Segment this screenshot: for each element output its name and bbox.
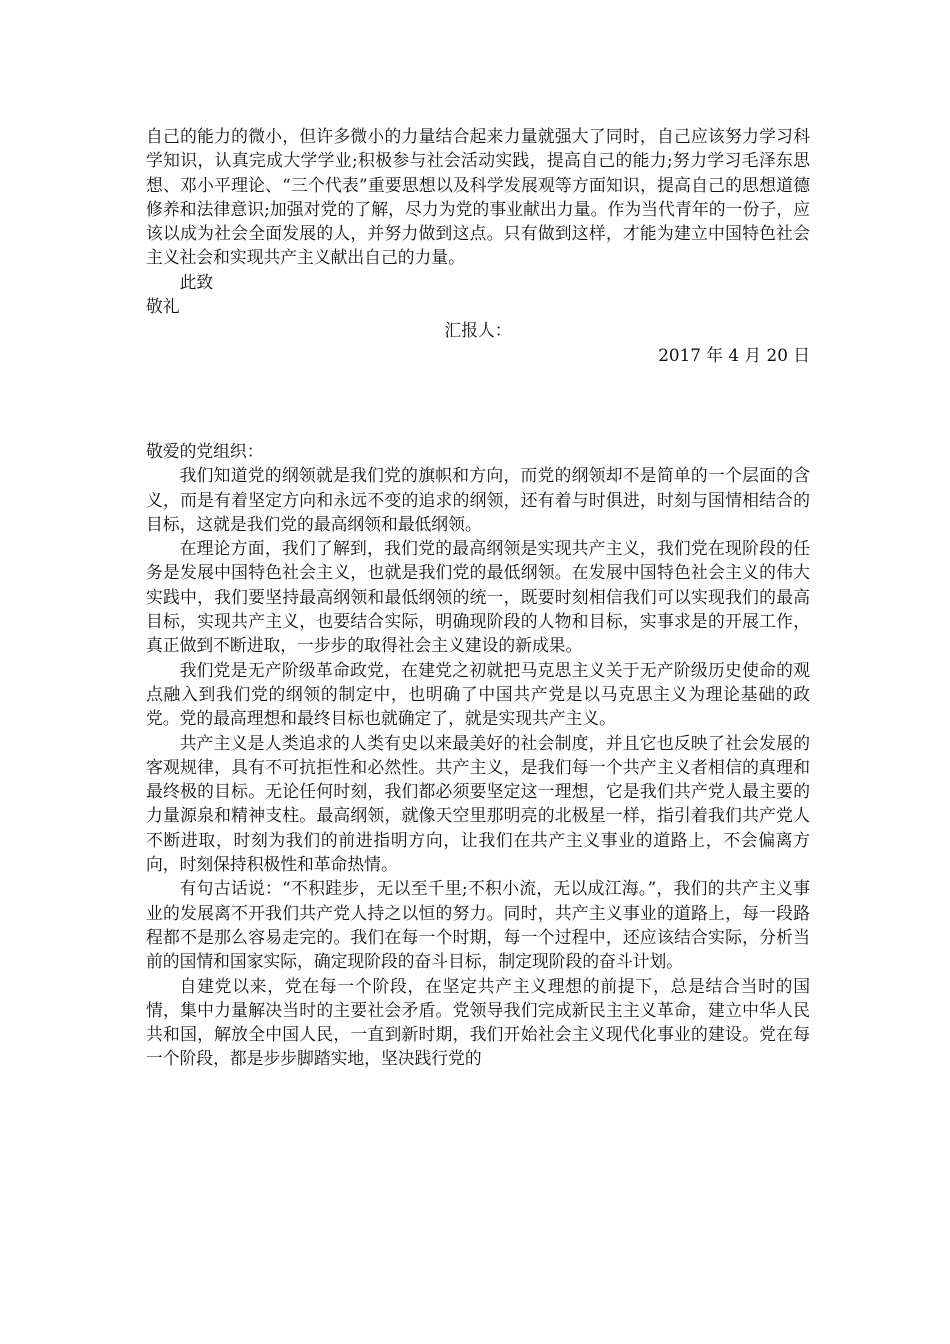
closing-cizhi: 此致 <box>179 271 214 292</box>
paragraph: 在理论方面，我们了解到，我们党的最高纲领是实现共产主义，我们党在现阶段的任务是发展中国特色社会主义，也就是我们党的最低纲领。在发展中国特色社会主义的伟大实践中，我们要坚持最高纲领和最低纲领的统一，既要时刻相信我们可以实现我们的最高目标，实现共产主义，也要结合实际，明确现阶段的人物和目标，实事求是的开展工作，真正做到不断进取，一步步的取得社会主义建设的新成果。 <box>146 538 810 656</box>
closing-jingli: 敬礼 <box>146 296 180 317</box>
paragraph: 共产主义是人类追求的人类有史以来最美好的社会制度，并且它也反映了社会发展的客观规律，具有不可抗拒性和必然性。共产主义，是我们每一个共产主义者相信的真理和最终极的目标。无论任何时刻，我们都必须要坚定这一理想，它是我们共产党人最主要的力量源泉和精神支柱。最高纲领，就像天空里那明亮的北极星一样，指引着我们共产党人不断进取，时刻为我们的前进指明方向，让我们在共产主义事业的道路上，不会偏离方向，时刻保持积极性和革命热情。 <box>146 732 810 875</box>
section-spacer <box>146 367 810 439</box>
salutation: 敬爱的党组织： <box>146 440 264 461</box>
paragraph: 我们知道党的纲领就是我们党的旗帜和方向，而党的纲领却不是简单的一个层面的含义，而是有着坚定方向和永远不变的追求的纲领，还有着与时俱进，时刻与国情相结合的目标，这就是我们党的最高纲领和最低纲领。 <box>146 465 810 534</box>
paragraph: 有句古话说：“不积跬步，无以至千里;不积小流，无以成江海。”，我们的共产主义事业的发展离不开我们共产党人持之以恒的努力。同时，共产主义事业的道路上，每一段路程都不是那么容易走完的。我们在每一个时期，每一个过程中，还应该结合实际，分析当前的国情和国家实际，确定现阶段的奋斗目标，制定现阶段的奋斗计划。 <box>146 878 810 972</box>
paragraph: 我们党是无产阶级革命政党，在建党之初就把马克思主义关于无产阶级历史使命的观点融入到我们党的纲领的制定中，也明确了中国共产党是以马克思主义为理论基础的政党。党的最高理想和最终目标也就确定了，就是实现共产主义。 <box>146 659 810 729</box>
document-page <box>146 124 810 1071</box>
previous-letter-body: 自己的能力的微小，但许多微小的力量结合起来力量就强大了同时，自己应该努力学习科学知识，认真完成大学学业;积极参与社会活动实践，提高自己的能力;努力学习毛泽东思想、邓小平理论、“三个代表”重要思想以及科学发展观等方面知识，提高自己的思想道德修养和法律意识;加强对党的了解，尽力为党的事业献出力量。作为当代青年的一份子，应该以成为社会全面发展的人，并努力做到这点。只有做到这样，才能为建立中国特色社会主义社会和实现共产主义献出自己的力量。 <box>146 126 810 268</box>
paragraph: 自建党以来，党在每一个阶段，在坚定共产主义理想的前提下，总是结合当时的国情，集中力量解决当时的主要社会矛盾。党领导我们完成新民主主义革命，建立中华人民共和国，解放全中国人民，一直到新时期，我们开始社会主义现代化事业的建设。党在每一个阶段，都是步步脚踏实地，坚决践行党的 <box>146 975 810 1069</box>
reporter-label: 汇报人： <box>444 320 512 341</box>
letter-date: 2017 年 4 月 20 日 <box>658 344 810 365</box>
